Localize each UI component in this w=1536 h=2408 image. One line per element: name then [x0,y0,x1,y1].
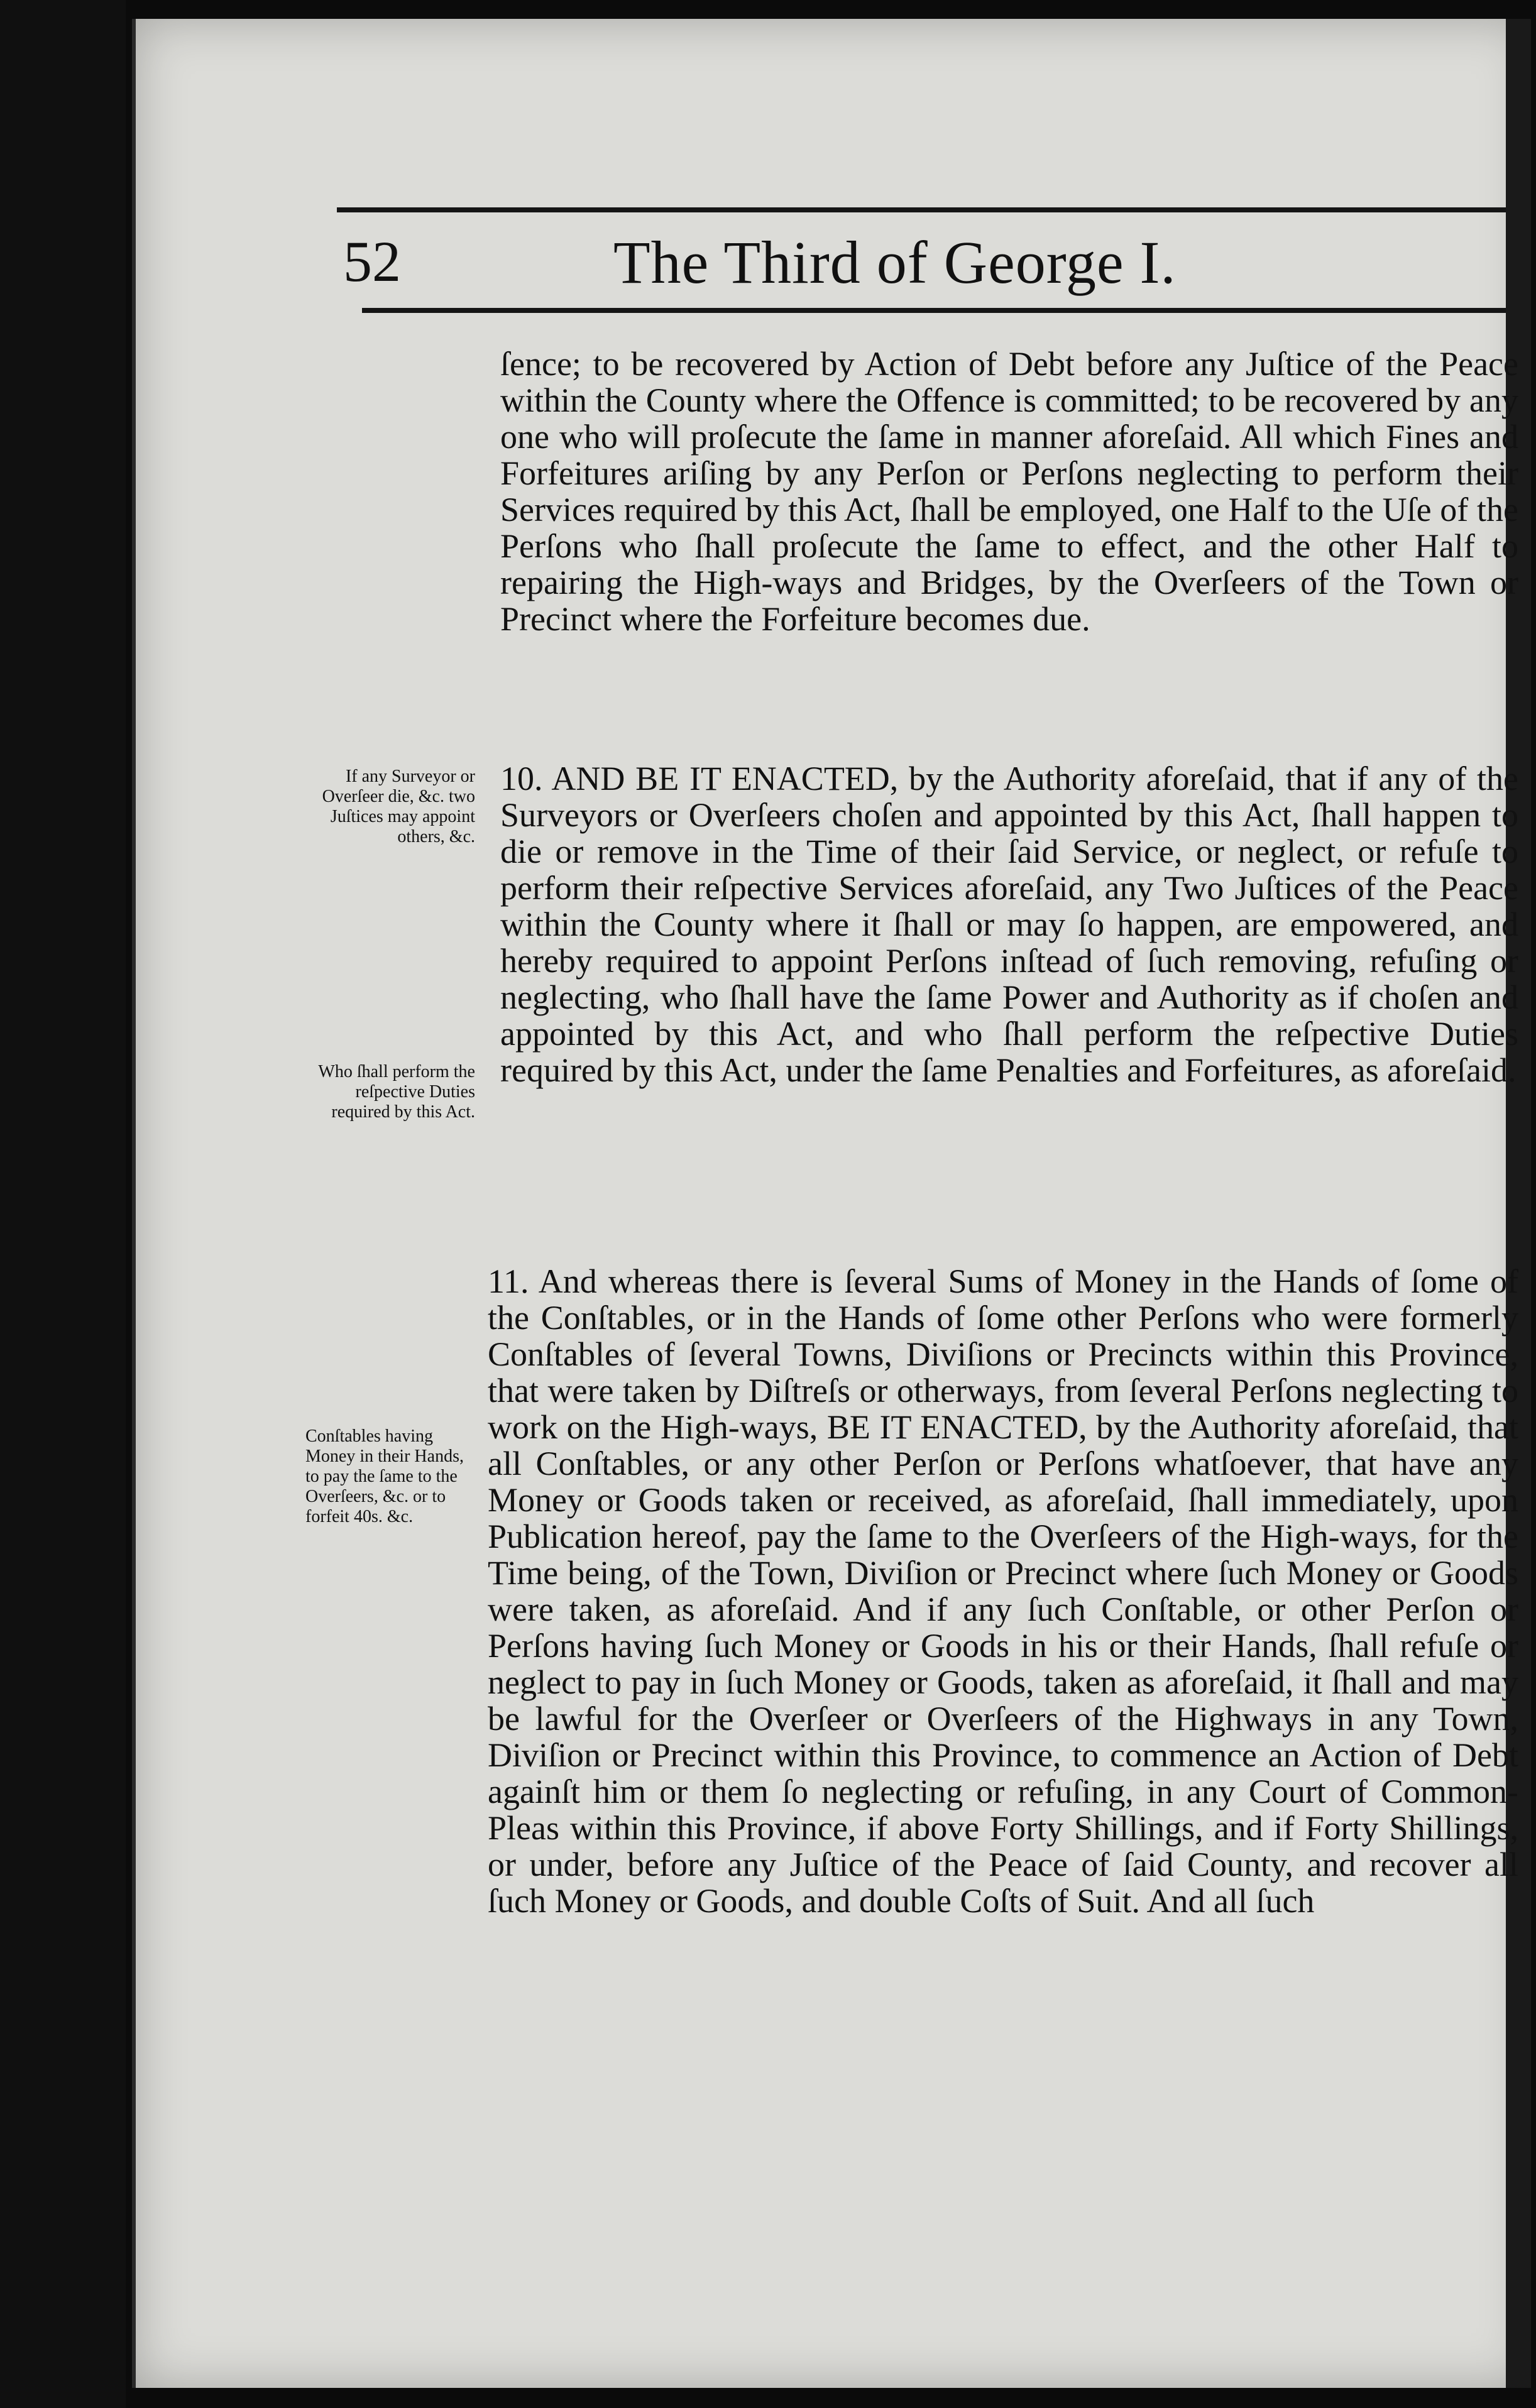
sidenote-text: Conſtables having Money in their Hands, to pay the ſame to the Overſeers, &c. or to forfeit 40s. &c. [305,1426,464,1526]
sidenote-duties [305,1062,475,1122]
paragraph-continuation: ſence; to be recovered by Action of Debt before any Juſtice of the Peace within the County where the Offence is committed; to be recovered by any one who will proſecute the ſame in manner aforeſaid. All which Fines and Forfeitures ariſing by any Perſon or Perſons neglecting to perform their Services required by this Act, ſhall be employed, one Half to the Uſe of the Perſons who ſhall proſecute the ſame to effect, and the other Half to repairing the High-ways and Bridges, by the Overſeers of the Town or Precinct where the Forfeiture becomes due. [500,345,1518,638]
running-title: The Third of George I. [613,229,1177,296]
sidenote-surveyor-replacement [305,767,475,847]
page-number: 52 [343,229,401,293]
scan-left-border [0,0,126,2408]
header-bottom-rule [362,308,1506,313]
document-page [132,19,1531,2388]
paragraph-section-11: 11. And whereas there is ſeveral Sums of Money in the Hands of ſome of the Conſtables, or in the Hands of ſome other Perſons who were formerly Conſtables of ſeveral Towns, Diviſions or Precincts within this Province, that were taken by Diſtreſs or otherways, from ſeveral Perſons neglecting to work on the High-ways, BE IT ENACTED, by the Authority aforeſaid, that all Conſtables, or any other Perſon or Perſons whatſoever, that have any Money or Goods taken or received, as aforeſaid, ſhall immediately, upon Publication hereof, pay the ſame to the Overſeers of the High-ways, for the Time being, of the Town, Diviſion or Precinct where ſuch Money or Goods were taken, as aforeſaid. And if any ſuch Conſtable, or other Perſon or Perſons having ſuch Money or Goods in his or their Hands, ſhall refuſe or neglect to pay in ſuch Money or Goods, taken as aforeſaid, it ſhall and may be lawful for the Overſeer or Overſeers of the Highways in any Town, Diviſion or Precinct within this Province, to commence an Action of Debt againſt him or them ſo neglecting or refuſing, in any Court of Common-Pleas within this Province, if above Forty Shillings, and if Forty Shillings, or under, before any Juſtice of the Peace of ſaid County, and recover all ſuch Money or Goods, and double Coſts of Suit. And all ſuch [488,1262,1518,1920]
paragraph-section-10: 10. AND BE IT ENACTED, by the Authority aforeſaid, that if any of the Surveyors or Overſeers choſen and appointed by this Act, ſhall happen to die or remove in the Time of their ſaid Service, or neglect, or refuſe to perform their reſpective Services aforeſaid, any Two Juſtices of the Peace within the County where it ſhall or may ſo happen, are empowered, and hereby required to appoint Perſons inſtead of ſuch removing, refuſing or neglecting, who ſhall have the ſame Power and Authority as if choſen and appointed by this Act, and who ſhall perform the reſpective Duties required by this Act, under the ſame Penalties and Forfeitures, as aforeſaid. [500,760,1518,1089]
section-continuation [500,346,1518,637]
sidenote-constables [305,1426,475,1527]
sidenote-text: If any Surveyor or Overſeer die, &c. two Juſtices may appoint others, &c. [322,767,475,846]
section-11 [488,1263,1518,1919]
header-top-rule [337,207,1506,212]
sidenote-text: Who ſhall perform the reſpective Duties required by this Act. [318,1062,475,1122]
page-header [136,226,1531,308]
section-10 [500,760,1518,1088]
